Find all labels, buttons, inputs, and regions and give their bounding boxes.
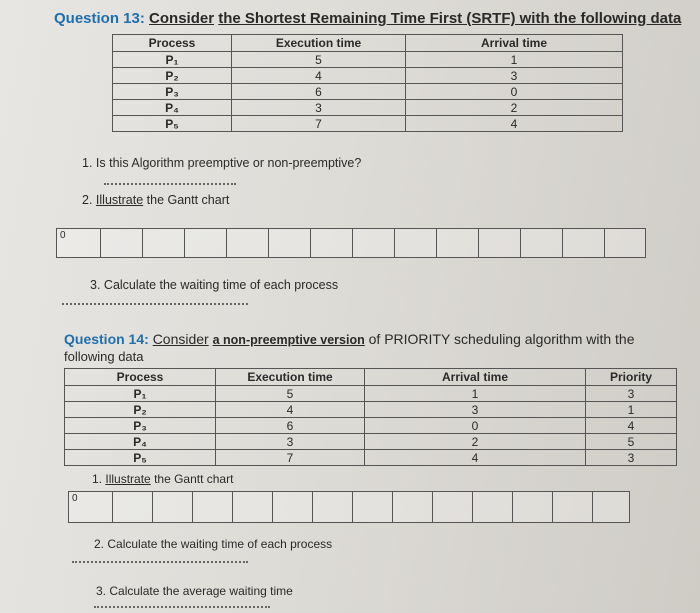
q13-text-post: the Shortest Remaining Time First (SRTF) with the following data <box>218 10 682 27</box>
q13-cell-arrival: 4 <box>406 116 623 132</box>
q13-answer-line-1[interactable] <box>104 183 236 185</box>
q14-item-1 <box>92 472 233 486</box>
q14-cell-process: P₄ <box>65 434 216 450</box>
q13-item-2-num: 2. <box>82 193 93 207</box>
q14-item-3-num: 3. <box>96 584 107 598</box>
q14-gantt-start-label: 0 <box>72 493 78 504</box>
gantt-cell[interactable] <box>153 492 193 522</box>
q13-item-3 <box>90 278 338 292</box>
q13-col-arrival: Arrival time <box>406 35 623 52</box>
table-row <box>113 116 623 132</box>
q14-cell-exec: 6 <box>216 418 365 434</box>
gantt-cell[interactable] <box>57 229 101 257</box>
gantt-cell[interactable] <box>395 229 437 257</box>
q13-item-3-text: Calculate the waiting time of each process <box>103 278 339 292</box>
q14-cell-priority: 4 <box>586 418 677 434</box>
q14-text-pre: Consider <box>152 331 209 347</box>
gantt-cell[interactable] <box>393 492 433 522</box>
q14-item-2 <box>94 537 332 551</box>
q14-col-arrival: Arrival time <box>365 369 586 386</box>
q13-cell-exec: 4 <box>232 68 406 84</box>
q14-col-priority: Priority <box>586 369 677 386</box>
table-row <box>65 402 677 418</box>
q14-col-exec: Execution time <box>216 369 365 386</box>
q14-text-bold: a non-preemptive version <box>212 333 365 347</box>
gantt-cell[interactable] <box>479 229 521 257</box>
table-row <box>113 100 623 116</box>
q13-item-1 <box>82 156 361 170</box>
gantt-cell[interactable] <box>521 229 563 257</box>
q14-cell-exec: 7 <box>216 450 365 466</box>
q13-gantt-start-label: 0 <box>60 230 66 241</box>
q14-answer-line-2[interactable] <box>72 561 248 563</box>
gantt-cell[interactable] <box>185 229 227 257</box>
q14-item-3-text: Calculate the average waiting time <box>109 584 293 598</box>
q13-text-pre: Consider <box>149 10 215 27</box>
gantt-cell[interactable] <box>605 229 645 257</box>
q14-cell-priority: 3 <box>586 386 677 402</box>
q13-cell-exec: 7 <box>232 116 406 132</box>
q14-col-process: Process <box>65 369 216 386</box>
gantt-cell[interactable] <box>553 492 593 522</box>
q13-cell-process: P₁ <box>113 52 232 68</box>
q14-cell-arrival: 0 <box>365 418 586 434</box>
q14-cell-arrival: 2 <box>365 434 586 450</box>
table-row <box>65 386 677 402</box>
gantt-cell[interactable] <box>433 492 473 522</box>
gantt-cell[interactable] <box>437 229 479 257</box>
q14-item-1-word: Illustrate <box>105 472 151 486</box>
q13-cell-exec: 3 <box>232 100 406 116</box>
q14-cell-arrival: 3 <box>365 402 586 418</box>
gantt-cell[interactable] <box>113 492 153 522</box>
q13-cell-arrival: 3 <box>406 68 623 84</box>
q13-gantt-chart[interactable] <box>56 228 646 258</box>
gantt-cell[interactable] <box>273 492 313 522</box>
q13-cell-process: P₄ <box>113 100 232 116</box>
q13-item-2 <box>82 193 229 207</box>
q14-label: Question 14: <box>64 331 149 347</box>
q14-cell-exec: 4 <box>216 402 365 418</box>
q14-cell-exec: 3 <box>216 434 365 450</box>
gantt-cell[interactable] <box>69 492 113 522</box>
q13-title <box>54 10 681 27</box>
q13-item-2-rest: the Gantt chart <box>146 193 230 207</box>
q14-cell-process: P₃ <box>65 418 216 434</box>
table-row <box>113 68 623 84</box>
q13-cell-process: P₃ <box>113 84 232 100</box>
q14-item-2-num: 2. <box>94 537 105 551</box>
q13-cell-process: P₅ <box>113 116 232 132</box>
q14-item-2-text: Calculate the waiting time of each process <box>107 537 333 551</box>
q13-col-process: Process <box>113 35 232 52</box>
q13-item-2-word: Illustrate <box>95 193 144 207</box>
q14-item-1-num: 1. <box>92 472 103 486</box>
q14-item-1-rest: the Gantt chart <box>154 472 234 486</box>
q13-cell-exec: 6 <box>232 84 406 100</box>
q13-item-1-text: Is this Algorithm preemptive or non-preemptive? <box>95 156 362 170</box>
gantt-cell[interactable] <box>313 492 353 522</box>
q13-label: Question 13: <box>54 10 145 27</box>
gantt-cell[interactable] <box>193 492 233 522</box>
gantt-cell[interactable] <box>269 229 311 257</box>
q13-cell-arrival: 2 <box>406 100 623 116</box>
gantt-cell[interactable] <box>101 229 143 257</box>
q13-item-1-num: 1. <box>82 156 93 170</box>
gantt-cell[interactable] <box>143 229 185 257</box>
q13-cell-arrival: 0 <box>406 84 623 100</box>
table-row <box>65 450 677 466</box>
q13-cell-arrival: 1 <box>406 52 623 68</box>
q14-cell-process: P₅ <box>65 450 216 466</box>
gantt-cell[interactable] <box>593 492 629 522</box>
q14-cell-process: P₂ <box>65 402 216 418</box>
table-row <box>113 84 623 100</box>
q13-cell-exec: 5 <box>232 52 406 68</box>
q13-cell-process: P₂ <box>113 68 232 84</box>
gantt-cell[interactable] <box>353 229 395 257</box>
q14-item-3 <box>96 584 293 598</box>
q13-col-exec: Execution time <box>232 35 406 52</box>
q14-answer-line-3[interactable] <box>94 606 270 608</box>
q14-cell-priority: 3 <box>586 450 677 466</box>
q14-cell-exec: 5 <box>216 386 365 402</box>
q14-cell-process: P₁ <box>65 386 216 402</box>
q14-cell-arrival: 4 <box>365 450 586 466</box>
q14-cell-arrival: 1 <box>365 386 586 402</box>
q14-cell-priority: 1 <box>586 402 677 418</box>
table-row <box>65 434 677 450</box>
q14-title-line-2: following data <box>64 349 144 364</box>
q14-text-post: of PRIORITY scheduling algorithm with the <box>368 331 635 347</box>
q14-gantt-chart[interactable] <box>68 491 630 523</box>
q14-cell-priority: 5 <box>586 434 677 450</box>
table-row <box>113 52 623 68</box>
gantt-cell[interactable] <box>473 492 513 522</box>
gantt-cell[interactable] <box>513 492 553 522</box>
gantt-cell[interactable] <box>227 229 269 257</box>
q13-item-3-num: 3. <box>90 278 101 292</box>
gantt-cell[interactable] <box>311 229 353 257</box>
gantt-cell[interactable] <box>353 492 393 522</box>
table-row <box>65 418 677 434</box>
q14-title <box>64 331 635 347</box>
gantt-cell[interactable] <box>233 492 273 522</box>
gantt-cell[interactable] <box>563 229 605 257</box>
q14-table <box>64 368 677 466</box>
q13-table <box>112 34 623 132</box>
q13-answer-line-3[interactable] <box>62 303 248 305</box>
